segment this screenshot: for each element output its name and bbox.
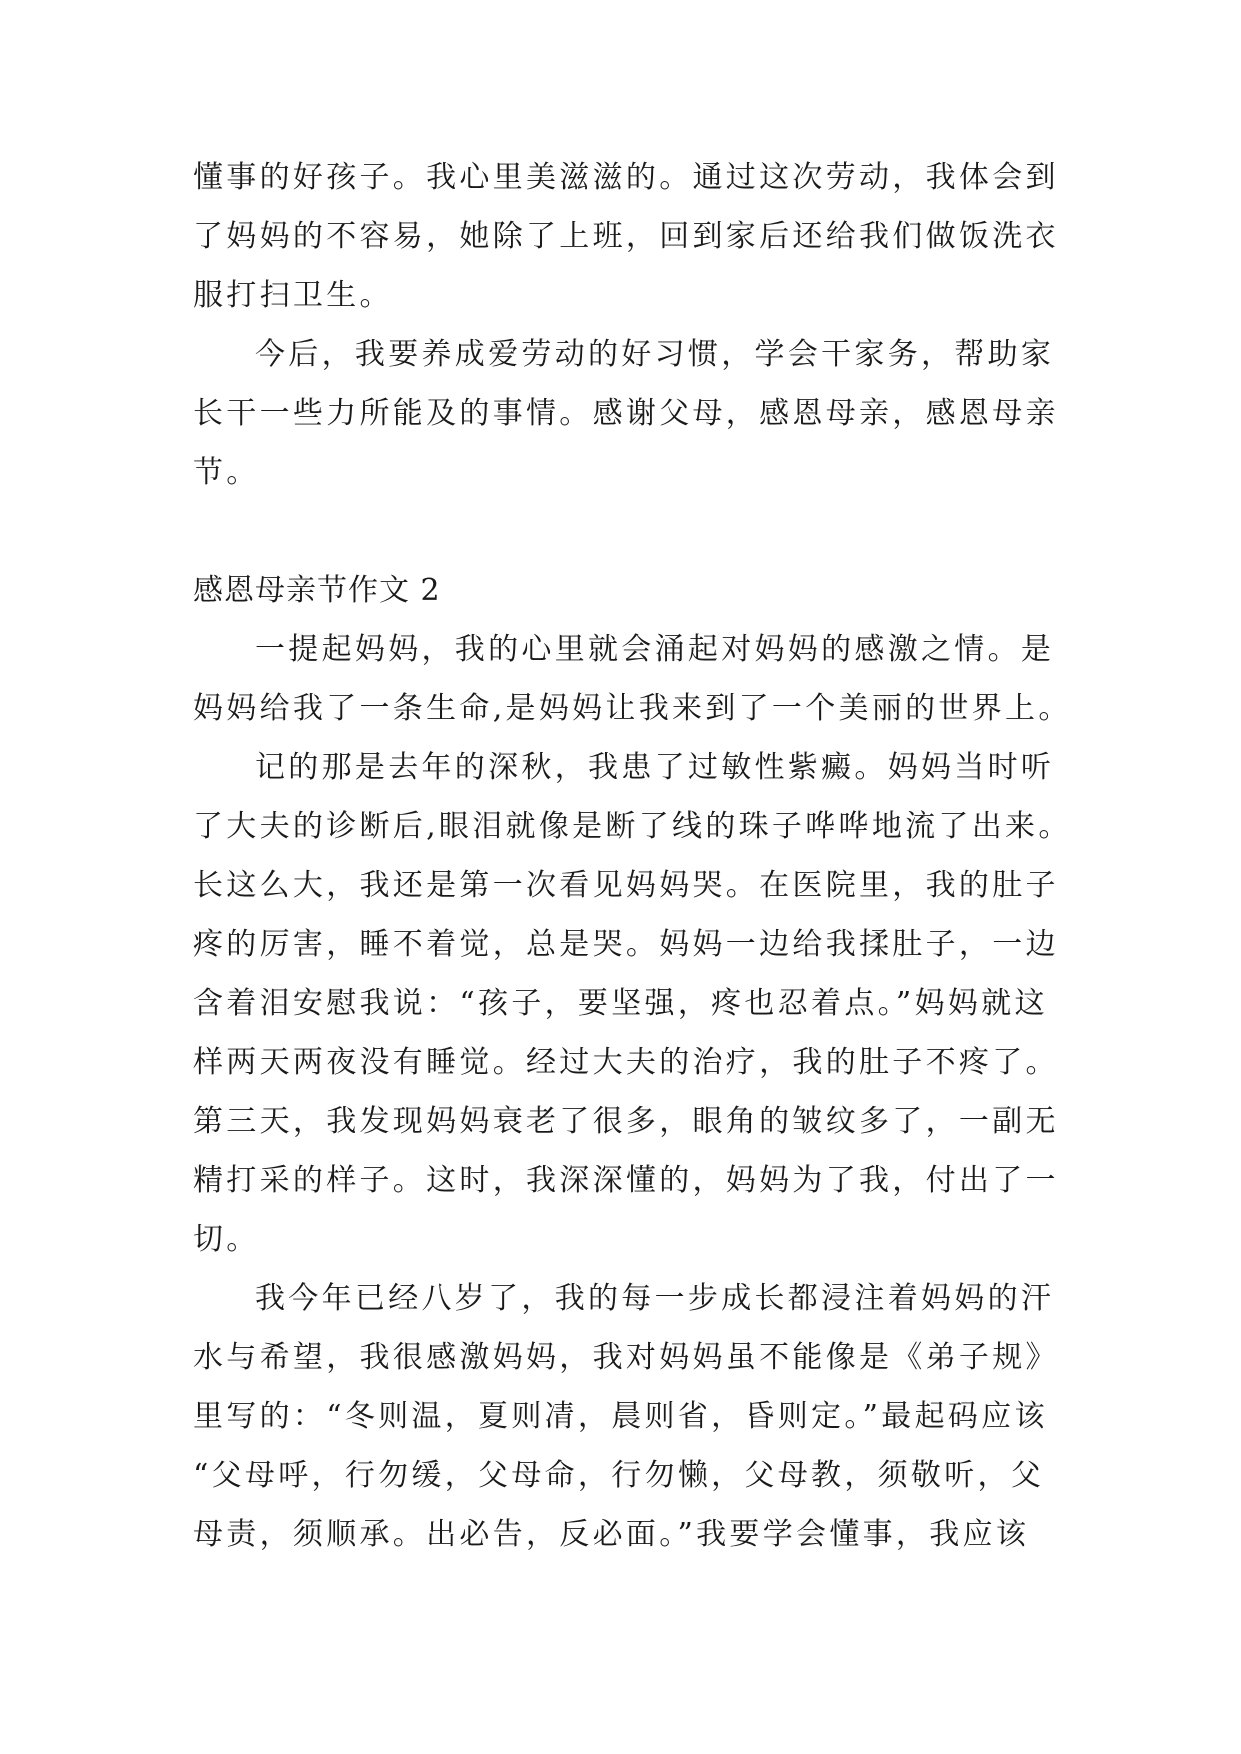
paragraph-line: 长干一些力所能及的事情。感谢父母，感恩母亲，感恩母亲 <box>193 396 1059 431</box>
paragraph-line: 疼的厉害，睡不着觉，总是哭。妈妈一边给我揉肚子，一边 <box>193 927 1059 962</box>
paragraph-line: 水与希望，我很感激妈妈，我对妈妈虽不能像是《弟子规》 <box>193 1340 1059 1375</box>
paragraph-line: 服打扫卫生。 <box>193 278 393 313</box>
paragraph-line: 切。 <box>193 1222 260 1257</box>
paragraph-line: 含着泪安慰我说：“孩子，要坚强，疼也忍着点。”妈妈就这 <box>193 986 1048 1021</box>
section-heading: 感恩母亲节作文 2 <box>193 573 441 608</box>
paragraph-line: 里写的：“冬则温，夏则凊，晨则省，昏则定。”最起码应该 <box>193 1399 1048 1434</box>
paragraph-line: 一提起妈妈，我的心里就会涌起对妈妈的感激之情。是 <box>255 632 1055 667</box>
paragraph-line: 了妈妈的不容易，她除了上班，回到家后还给我们做饭洗衣 <box>193 219 1059 254</box>
paragraph-line: 了大夫的诊断后,眼泪就像是断了线的珠子哗哗地流了出来。 <box>193 809 1072 844</box>
paragraph-line: 妈妈给我了一条生命,是妈妈让我来到了一个美丽的世界上。 <box>193 691 1072 726</box>
paragraph-line: 我今年已经八岁了，我的每一步成长都浸注着妈妈的汗 <box>255 1281 1055 1316</box>
paragraph-line: 记的那是去年的深秋，我患了过敏性紫癜。妈妈当时听 <box>255 750 1055 785</box>
paragraph-line: 母责，须顺承。出必告，反必面。”我要学会懂事，我应该 <box>193 1517 1030 1552</box>
paragraph-line: 第三天，我发现妈妈衰老了很多，眼角的皱纹多了，一副无 <box>193 1104 1059 1139</box>
paragraph-line: 今后，我要养成爱劳动的好习惯，学会干家务，帮助家 <box>255 337 1055 372</box>
paragraph-line: 样两天两夜没有睡觉。经过大夫的治疗，我的肚子不疼了。 <box>193 1045 1059 1080</box>
paragraph-line: “父母呼，行勿缓，父母命，行勿懒，父母教，须敬听，父 <box>193 1458 1045 1493</box>
paragraph-line: 节。 <box>193 455 260 490</box>
paragraph-line: 懂事的好孩子。我心里美滋滋的。通过这次劳动，我体会到 <box>193 160 1059 195</box>
paragraph-line: 精打采的样子。这时，我深深懂的，妈妈为了我，付出了一 <box>193 1163 1059 1198</box>
paragraph-line: 长这么大，我还是第一次看见妈妈哭。在医院里，我的肚子 <box>193 868 1059 903</box>
